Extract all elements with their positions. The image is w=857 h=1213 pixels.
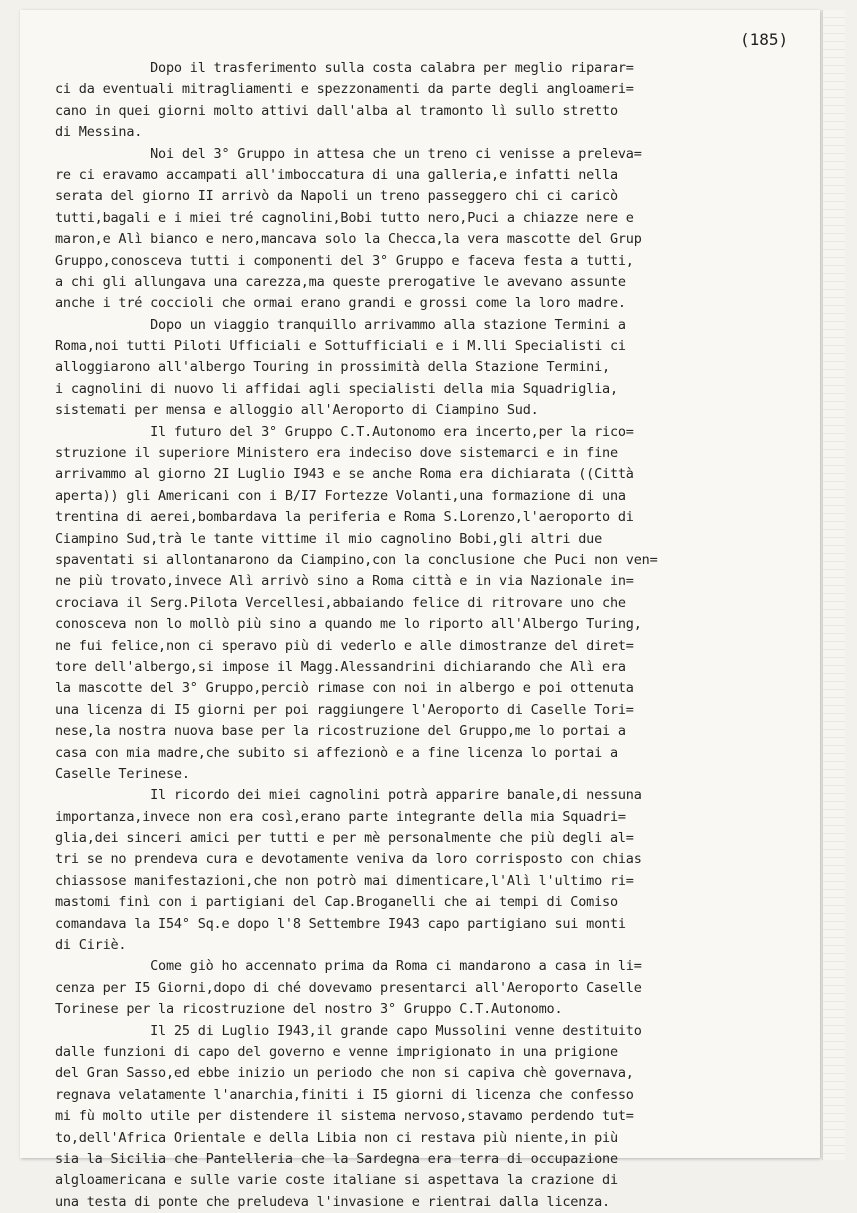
text-line: Gruppo,conosceva tutti i componenti del 3° Gruppo e faceva festa a tutti,	[55, 252, 634, 269]
paragraph	[55, 315, 825, 422]
text-line: conosceva non lo mollò più sino a quando me lo riporto all'Albergo Turing,	[55, 616, 642, 633]
text-line: dalle funzioni di capo del governo e venne imprigionato in una prigione	[55, 1043, 618, 1060]
text-line: glia,dei sinceri amici per tutti e per mè personalmente che più degli al=	[55, 830, 634, 847]
text-line: la mascotte del 3° Gruppo,perciò rimase con noi in albergo e poi ottenuta	[55, 680, 634, 697]
text-line: una licenza di I5 giorni per poi raggiungere l'Aeroporto di Caselle Tori=	[55, 701, 634, 718]
text-line: una testa di ponte che preludeva l'invasione e rientrai dalla licenza.	[55, 1193, 610, 1210]
text-line: ci da eventuali mitragliamenti e spezzonamenti da parte degli angloameri=	[55, 81, 634, 98]
text-line: di Ciriè.	[55, 937, 127, 954]
text-line: di Messina.	[55, 124, 143, 141]
text-line: anche i tré coccioli che ormai erano grandi e grossi come la loro madre.	[55, 295, 626, 312]
text-line: Roma,noi tutti Piloti Ufficiali e Sottufficiali e i M.lli Specialisti ci	[55, 338, 626, 355]
text-line: ne più trovato,invece Alì arrivò sino a Roma città e in via Nazionale in=	[55, 573, 634, 590]
paragraph	[55, 422, 825, 786]
page-number: (185)	[740, 30, 789, 49]
text-line: Il 25 di Luglio I943,il grande capo Mussolini venne destituito	[55, 1022, 642, 1039]
text-line: sia la Sicilia che Pantelleria che la Sardegna era terra di occupazione	[55, 1150, 618, 1167]
text-line: aperta)) gli Americani con i B/I7 Fortezze Volanti,una formazione di una	[55, 487, 626, 504]
text-line: Come giò ho accennato prima da Roma ci mandarono a casa in li=	[55, 958, 642, 975]
text-line: spaventati si allontanarono da Ciampino,con la conclusione che Puci non ven=	[55, 551, 658, 568]
text-line: serata del giorno II arrivò da Napoli un treno passeggero chi ci caricò	[55, 188, 618, 205]
text-line: Ciampino Sud,trà le tante vittime il mio cagnolino Bobi,gli altri due	[55, 530, 603, 547]
page-edge	[822, 10, 845, 1160]
text-line: struzione il superiore Ministero era indeciso dove sistemarci e in fine	[55, 445, 618, 462]
text-line: a chi gli allungava una carezza,ma queste prerogative le avevano assunte	[55, 273, 626, 290]
text-line: comandava la I54° Sq.e dopo l'8 Settembre I943 capo partigiano sui monti	[55, 915, 626, 932]
text-line: del Gran Sasso,ed ebbe inizio un periodo che non si capiva chè governava,	[55, 1065, 634, 1082]
text-line: casa con mia madre,che subito si affezionò e a fine licenza lo portai a	[55, 744, 618, 761]
text-line: arrivammo al giorno 2I Luglio I943 e se anche Roma era dichiarata ((Città	[55, 466, 634, 483]
text-line: alloggiarono all'albergo Touring in prossimità della Stazione Termini,	[55, 359, 610, 376]
text-line: tore dell'albergo,si impose il Magg.Alessandrini dichiarando che Alì era	[55, 658, 626, 675]
text-line: Noi del 3° Gruppo in attesa che un treno ci venisse a preleva=	[55, 145, 642, 162]
text-line: mastomi finì con i partigiani del Cap.Broganelli che ai tempi di Comiso	[55, 894, 618, 911]
text-line: maron,e Alì bianco e nero,mancava solo la Checca,la vera mascotte del Grup	[55, 231, 642, 248]
text-line: Il ricordo dei miei cagnolini potrà apparire banale,di nessuna	[55, 787, 642, 804]
paragraph	[55, 785, 825, 956]
text-line: Caselle Terinese.	[55, 765, 190, 782]
paragraph	[55, 956, 825, 1213]
paragraph	[55, 58, 825, 144]
text-line: Dopo un viaggio tranquillo arrivammo alla stazione Termini a	[55, 316, 626, 333]
text-line: importanza,invece non era così,erano parte integrante della mia Squadri=	[55, 808, 626, 825]
text-line: crociava il Serg.Pilota Vercellesi,abbaiando felice di ritrovare uno che	[55, 594, 626, 611]
text-line: ne fui felice,non ci speravo più di vederlo e alle dimostranze del diret=	[55, 637, 634, 654]
text-line: to,dell'Africa Orientale e della Libia non ci restava più niente,in più	[55, 1129, 618, 1146]
text-line: algloamericana e sulle varie coste italiane si aspettava la crazione di	[55, 1172, 618, 1189]
text-line: cano in quei giorni molto attivi dall'alba al tramonto lì sullo stretto	[55, 102, 618, 119]
text-line: re ci eravamo accampati all'imboccatura di una galleria,e infatti nella	[55, 166, 618, 183]
document-body	[55, 58, 825, 1213]
text-line: Torinese per la ricostruzione del nostro 3° Gruppo C.T.Autonomo.	[55, 1001, 563, 1018]
text-line: i cagnolini di nuovo li affidai agli specialisti della mia Squadriglia,	[55, 380, 618, 397]
paragraph	[55, 144, 825, 315]
text-line: nese,la nostra nuova base per la ricostruzione del Gruppo,me lo portai a	[55, 723, 626, 740]
text-line: tutti,bagali e i miei tré cagnolini,Bobi tutto nero,Puci a chiazze nere e	[55, 209, 634, 226]
text-line: Dopo il trasferimento sulla costa calabra per meglio riparar=	[55, 60, 634, 76]
text-line: cenza per I5 Giorni,dopo di ché dovevamo presentarci all'Aeroporto Caselle	[55, 979, 642, 996]
text-line: mi fù molto utile per distendere il sistema nervoso,stavamo perdendo tut=	[55, 1108, 634, 1125]
text-line: trentina di aerei,bombardava la periferia e Roma S.Lorenzo,l'aeroporto di	[55, 509, 634, 526]
text-line: regnava velatamente l'anarchia,finiti i I5 giorni di licenza che confesso	[55, 1086, 634, 1103]
text-line: tri se no prendeva cura e devotamente veniva da loro corrisposto con chias	[55, 851, 642, 868]
text-line: chiassose manifestazioni,che non potrò mai dimenticare,l'Alì l'ultimo ri=	[55, 872, 634, 889]
text-line: Il futuro del 3° Gruppo C.T.Autonomo era incerto,per la rico=	[55, 423, 634, 440]
text-line: sistemati per mensa e alloggio all'Aeroporto di Ciampino Sud.	[55, 402, 539, 419]
